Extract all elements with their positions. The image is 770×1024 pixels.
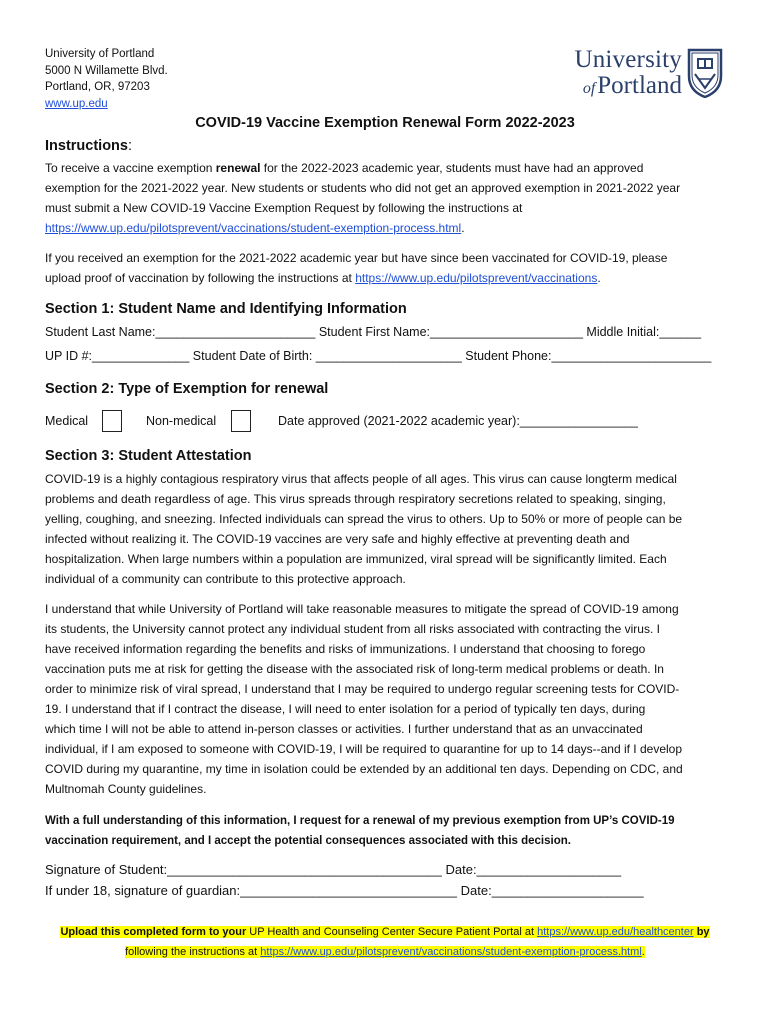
paragraph-line: Multnomah County guidelines. xyxy=(45,782,207,796)
section-3-heading: Section 3: Student Attestation xyxy=(45,448,252,464)
address-line-name: University of Portland xyxy=(45,48,155,60)
section-2-heading: Section 2: Type of Exemption for renewal xyxy=(45,381,329,397)
university-shield-icon xyxy=(687,48,723,98)
logo-of: of xyxy=(582,80,596,97)
paragraph-line: problems and death regardless of age. This virus spreads through respiratory secretions related to speaking, singing, xyxy=(45,492,666,506)
instructions-paragraph-2: If you received an exemption for the 2021-2022 academic year but have since been vaccinated for COVID-19, please upload proof of vaccination by following the instructions at https://www.up.edu/pilotsprevent/vaccinations. xyxy=(45,251,668,285)
medical-checkbox[interactable] xyxy=(102,410,122,432)
medical-label: Medical xyxy=(45,414,89,428)
attestation-paragraph-2 xyxy=(45,599,735,799)
website-link[interactable]: www.up.edu xyxy=(45,97,108,110)
date-approved-field[interactable]: Date approved (2021-2022 academic year):_________________ xyxy=(278,414,638,428)
paragraph-line: individual, if I am exposed to someone with COVID-19, I will be required to quarantine for up to 14 days--and if I develop xyxy=(45,742,683,756)
paragraph-line: which time I will not be able to attend in-person classes or activities. I further understand that as an unvaccinated xyxy=(45,722,643,736)
university-address xyxy=(45,46,168,112)
paragraph-line: COVID-19 is a highly contagious respiratory virus that affects people of all ages. This virus can cause longterm medical xyxy=(45,472,677,486)
paragraph-line: 19. I understand that if I contract the disease, I will need to enter isolation for a period of typically ten days, during xyxy=(45,702,646,716)
exemption-process-link[interactable]: https://www.up.edu/pilotsprevent/vaccinations/student-exemption-process.html xyxy=(45,221,462,235)
attestation-paragraph-1 xyxy=(45,469,735,589)
upload-instructions: Upload this completed form to your UP Health and Counseling Center Secure Patient Portal at https://www.up.edu/healthcenter by following the instructions at https://www.up.edu/pilotsprevent/vaccinations/student-exemption-process.html. xyxy=(60,926,710,958)
nonmedical-label: Non-medical xyxy=(146,414,217,428)
address-line-city: Portland, OR, 97203 xyxy=(45,81,150,93)
nonmedical-checkbox[interactable] xyxy=(231,410,251,432)
logo-wordmark xyxy=(556,46,682,101)
exemption-type-row xyxy=(45,410,735,436)
instructions-paragraph-1: To receive a vaccine exemption renewal for the 2022-2023 academic year, students must have had an approved exemption for the 2021-2022 year. New students or students who did not get an approved exemption in 2021-2022 year must submit a New COVID-19 Vaccine Exemption Request by following the instructions at https://www.up.edu/pilotsprevent/vaccinations/student-exemption-process.html. xyxy=(45,161,681,235)
healthcenter-link[interactable]: https://www.up.edu/healthcenter xyxy=(537,926,694,938)
student-signature-field[interactable]: Signature of Student:______________________________________ Date:____________________ xyxy=(45,862,622,877)
paragraph-line: yelling, coughing, and sneezing. Infected individuals can spread the virus to others. Up to 50% or more of people can be xyxy=(45,512,683,526)
footer-exemption-process-link[interactable]: https://www.up.edu/pilotsprevent/vaccinations/student-exemption-process.html xyxy=(260,946,642,958)
vaccinations-link[interactable]: https://www.up.edu/pilotsprevent/vaccinations xyxy=(355,271,598,285)
paragraph-line: its students, the University cannot protect any individual student from all risks associated with contracting the virus. I xyxy=(45,622,660,636)
paragraph-line: COVID during my quarantine, my time in isolation could be extended by an additional ten days. Depending on CDC, and xyxy=(45,762,683,776)
paragraph-line: hospitalization. When large numbers within a population are immunized, viral spread will be significantly limited. Each xyxy=(45,552,667,566)
paragraph-line: order to minimize risk of viral spread, I understand that I may be required to undergo regular screening tests for COVID- xyxy=(45,682,680,696)
student-id-dob-phone-fields[interactable]: UP ID #:______________ Student Date of Birth: _____________________ Student Phone:_______________________ xyxy=(45,349,712,363)
paragraph-line: individual of a community can contribute to this protective approach. xyxy=(45,572,406,586)
instructions-heading: Instructions: xyxy=(45,138,133,154)
logo-line-university: University xyxy=(574,46,682,73)
paragraph-line: have received information regarding the benefits and risks of immunizations. I understand that choosing to forego xyxy=(45,642,646,656)
paragraph-line: I understand that while University of Portland will take reasonable measures to mitigate the spread of COVID-19 among xyxy=(45,602,679,616)
university-logo xyxy=(556,46,724,102)
attestation-request-statement: With a full understanding of this information, I request for a renewal of my previous exemption from UP’s COVID-19 vaccination requirement, and I accept the potential consequences associated with this decision. xyxy=(45,815,675,847)
paragraph-line: infected without realizing it. The COVID-19 vaccines are very safe and highly effective at preventing death and xyxy=(45,532,630,546)
section-1-heading: Section 1: Student Name and Identifying Information xyxy=(45,301,407,317)
logo-line-portland: Portland xyxy=(597,72,682,99)
paragraph-line: vaccination puts me at risk for getting the disease with the associated risk of long-term medical problems or death. In xyxy=(45,662,664,676)
form-title: COVID-19 Vaccine Exemption Renewal Form 2022-2023 xyxy=(195,115,575,131)
guardian-signature-field[interactable]: If under 18, signature of guardian:______________________________ Date:_____________________ xyxy=(45,883,644,898)
address-line-street: 5000 N Willamette Blvd. xyxy=(45,64,168,77)
student-name-fields[interactable]: Student Last Name:_______________________ Student First Name:______________________ Middle Initial:______ xyxy=(45,325,702,339)
